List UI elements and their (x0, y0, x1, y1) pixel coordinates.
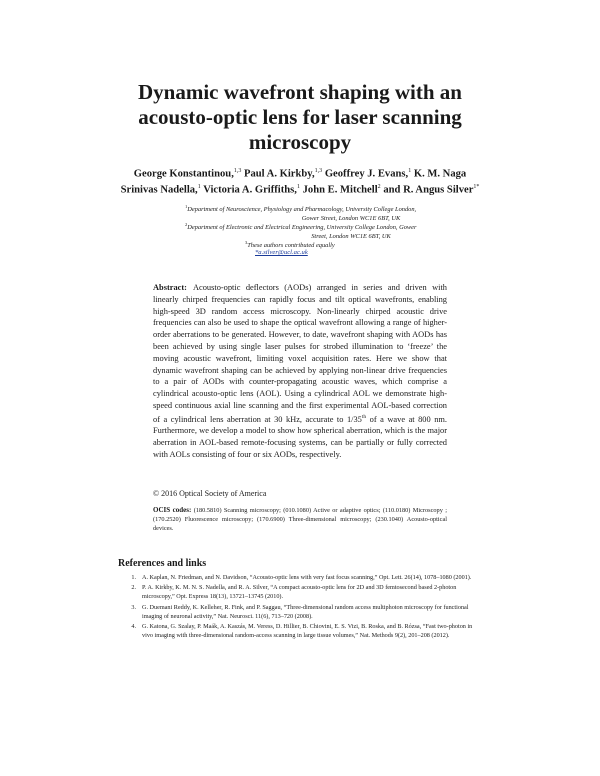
reference-text: A. Kaplan, N. Friedman, and N. Davidson, “Acousto-optic lens with very fast focus scanning,” Opt. Lett. 26(14), 1078–1080 (2001). (142, 574, 472, 581)
abstract-superscript: th (361, 413, 367, 420)
reference-text: G. Duemani Reddy, K. Kelleher, R. Fink, and P. Saggau, “Three-dimensional random access multiphoton microscopy for functional imaging of neuronal activity,” Nat. Neurosci. 11(6), 713–720 (2008). (142, 603, 469, 620)
author-affil-sup: 1 (408, 168, 412, 174)
author-name: George Konstantinou, (133, 168, 234, 180)
affiliation-sup: 3 (245, 240, 248, 245)
reference-number: 3. (131, 603, 136, 611)
author-name: K. M. Naga Srinivas Nadella, (120, 168, 467, 196)
author-affil-sup: 1 (197, 183, 201, 190)
title-line: microscopy (248, 130, 352, 154)
reference-number: 4. (131, 622, 136, 630)
author-conjunction: and (383, 184, 401, 196)
affiliation-text: Gower Street, London WC1E 6BT, UK (301, 214, 401, 222)
author-affil-sup: 1 (296, 183, 300, 190)
reference-item (118, 622, 482, 640)
paper-title (90, 80, 510, 155)
author-name: Geoffrey J. Evans, (324, 168, 409, 180)
corresponding-email-link[interactable]: *a.silver@ucl.ac.uk (255, 249, 308, 256)
reference-item (118, 573, 482, 582)
title-line: acousto-optic lens for laser scanning (138, 105, 462, 129)
ocis-codes (153, 506, 447, 533)
author-affil-sup: 1* (473, 183, 480, 190)
author-name: R. Angus Silver (403, 184, 474, 196)
affiliation-text: These authors contributed equally (247, 242, 335, 250)
abstract-label: Abstract: (153, 283, 187, 292)
abstract-text: Acousto-optic deflectors (AODs) arranged in series and driven with linearly chirped frequencies can rapidly focus and tilt optical wavefronts, enabling high-speed 3D random access microscopy. Non-linearly chirped acoustic drive frequencies can also be used to shape the optical wavefront allowing a range of higher-order aberrations to be generated. However, to date, wavefront shaping with AODs has been achieved by using single laser pulses for strobed illumination to ‘freeze’ the moving acoustic wavefront, limiting voxel acquisition rates. Here we show that dynamic wavefront shaping can be achieved by applying non-linear drive frequencies to a pair of AODs with counter-propagating acoustic waves, which comprise a cylindrical acousto-optic lens (AOL). Using a cylindrical AOL we demonstrate high-speed continuous axial line scanning and the first experimental AOL-based correction of a cylindrical lens aberration at 30 kHz, accurate to 1/35 (153, 283, 447, 424)
affiliation-sup: 1 (185, 204, 188, 209)
reference-text: P. A. Kirkby, K. M. N. S. Nadella, and R. A. Silver, “A compact acousto-optic lens for 2D and 3D femtosecond based 2-photon microscopy,” Opt. Express 18(13), 13721–13745 (2010). (142, 584, 457, 601)
author-affil-sup: 2 (377, 183, 381, 190)
abstract (153, 282, 447, 461)
affiliation-text: Department of Neuroscience, Physiology and Pharmacology, University College London, (187, 206, 417, 214)
ocis-label: OCIS codes: (153, 506, 192, 514)
affiliation-sup: 2 (185, 222, 188, 227)
affiliation-text: Department of Electronic and Electrical Engineering, University College London, Gower (187, 224, 417, 232)
author-name: Victoria A. Griffiths, (203, 184, 297, 196)
reference-number: 2. (131, 584, 136, 592)
affiliation-text: Street, London WC1E 6BT, UK (311, 232, 391, 240)
author-name: Paul A. Kirkby, (244, 168, 315, 180)
author-name: John E. Mitchell (302, 184, 378, 196)
reference-item (118, 603, 482, 621)
ocis-text: (180.5810) Scanning microscopy; (010.1080) Active or adaptive optics; (110.0180) Microscopy ; (170.2520) Fluorescence microscopy; (170.6900) Three-dimensional microscopy; (230.1040) Acousto-optical devices. (153, 507, 447, 532)
reference-text: G. Katona, G. Szalay, P. Maák, A. Kaszás, M. Veress, D. Hillier, B. Chiovini, E. S. Vizi, B. Roska, and B. Rózsa, “Fast two-photon in vivo imaging with three-dimensional random-access scanning in large tissue volumes,” Nat. Methods 9(2), 201–208 (2012). (142, 622, 473, 639)
references-list (118, 573, 482, 641)
reference-number: 1. (131, 574, 136, 581)
author-list (120, 165, 480, 196)
reference-item (118, 583, 482, 601)
references-heading: References and links (118, 558, 207, 569)
author-affil-sup: 1,3 (233, 168, 242, 174)
abstract-text: of a wave at 800 nm. Furthermore, we develop a model to show how spherical aberration, which is the major aberration in AOL-based remote-focusing systems, can be partially or fully corrected with AOLs consisting of four or six AODs, respectively. (153, 414, 447, 459)
title-line: Dynamic wavefront shaping with an (138, 80, 462, 104)
copyright-notice: © 2016 Optical Society of America (153, 489, 267, 498)
author-affil-sup: 1,3 (314, 168, 323, 174)
